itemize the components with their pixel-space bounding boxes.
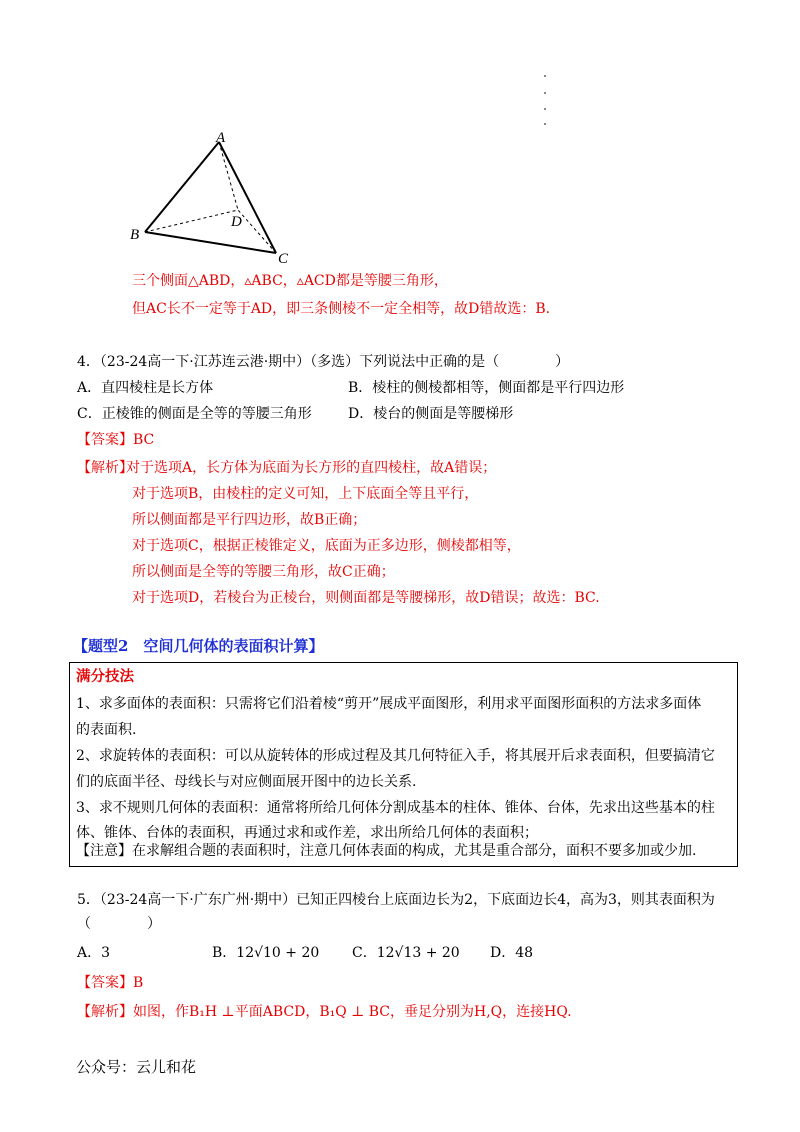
q4-analysis-label: 【解析】 <box>77 460 133 476</box>
tips-line4: 们的底面半径、母线长与对应侧面展开图中的边长关系. <box>76 774 417 790</box>
analysis-label: 【解析】 <box>77 1004 133 1020</box>
edge-AC <box>219 142 276 253</box>
q4-analysis-line4: 对于选项C，根据正棱锥定义，底面为正多边形，侧棱都相等， <box>132 538 521 554</box>
q5-answer <box>77 975 143 992</box>
prev-solution-line1: 三个侧面△ABD，▵ABC，▵ACD都是等腰三角形， <box>132 273 448 289</box>
tips-line5: 3、求不规则几何体的表面积：通常将所给几何体分割成基本的柱体、锥体、台体，先求出这些基本的柱 <box>76 800 715 816</box>
tips-line2: 的表面积. <box>76 722 137 738</box>
q4-analysis-line3: 所以侧面都是平行四边形，故B正确； <box>132 512 367 528</box>
answer-label: 【答案】 <box>77 975 133 991</box>
footer-signature: 公众号：云儿和花 <box>76 1058 197 1076</box>
q4-analysis-line5: 所以侧面是全等的等腰三角形，故C正确； <box>132 564 395 580</box>
edge-AD <box>219 142 238 210</box>
tips-line6: 体、锥体、台体的表面积，再通过求和或作差，求出所给几何体的表面积； <box>76 825 538 841</box>
label-B: B <box>130 227 140 243</box>
tips-line3: 2、求旋转体的表面积：可以从旋转体的形成过程及其几何特征入手，将其展开后求表面积，但要搞清它 <box>76 748 715 764</box>
q4-analysis-line2: 对于选项B，由棱柱的定义可知，上下底面全等且平行， <box>132 486 479 502</box>
answer-label: 【答案】 <box>77 432 133 448</box>
edge-BC <box>145 232 276 253</box>
edge-BD <box>145 210 238 232</box>
tips-line1: 1、求多面体的表面积：只需将它们沿着棱“剪开”展成平面图形，利用求平面图形面积的方法求多面体 <box>76 696 702 712</box>
answer-value: B <box>133 975 144 991</box>
label-C: C <box>278 251 289 267</box>
tips-title: 满分技法 <box>76 668 134 685</box>
q4-option-a: A．直四棱柱是长方体 <box>77 380 214 396</box>
label-D: D <box>231 214 242 230</box>
q5-option-d: D．48 <box>490 945 534 961</box>
q5-option-a: A．3 <box>77 945 111 961</box>
q5-analysis <box>77 1004 572 1021</box>
analysis-text: 如图，作B₁H ⊥平面ABCD，B₁Q ⊥ BC，垂足分别为H,Q，连接HQ. <box>133 1004 572 1020</box>
label-A: A <box>216 130 226 146</box>
tips-box <box>69 662 738 867</box>
tetrahedron-figure <box>0 0 800 280</box>
answer-value: BC <box>133 432 155 448</box>
q4-answer <box>77 432 154 449</box>
q4-option-b: B．棱柱的侧棱都相等，侧面都是平行四边形 <box>348 380 625 396</box>
section-title: 【题型2 空间几何体的表面积计算】 <box>73 637 324 655</box>
q5-stem-line1: 5．（23-24高一下·广东广州·期中）已知正四棱台上底面边长为2，下底面边长4，高为3，则其表面积为 <box>77 892 715 908</box>
q4-analysis-line6: 对于选项D，若棱台为正棱台，则侧面都是等腰梯形，故D错误；故选：BC. <box>132 590 600 606</box>
q5-option-b: B．12√10 + 20 <box>212 945 320 961</box>
edge-AB <box>145 142 219 232</box>
tips-line7: 【注意】在求解组合题的表面积时，注意几何体表面的构成，尤其是重合部分，面积不要多加或少加. <box>76 843 697 859</box>
q5-stem-line2: （ ） <box>77 916 161 932</box>
q5-option-c: C．12√13 + 20 <box>352 945 460 961</box>
q4-stem: 4．（23-24高一下·江苏连云港·期中）（多选）下列说法中正确的是（ ） <box>77 354 570 370</box>
prev-solution-line2: 但AC长不一定等于AD，即三条侧棱不一定全相等，故D错故选：B. <box>132 301 551 317</box>
q4-option-c: C．正棱锥的侧面是全等的等腰三角形 <box>77 406 312 422</box>
q4-analysis-line1: 对于选项A，长方体为底面为长方形的直四棱柱，故A错误； <box>126 460 497 476</box>
q4-option-d: D．棱台的侧面是等腰梯形 <box>348 406 514 422</box>
